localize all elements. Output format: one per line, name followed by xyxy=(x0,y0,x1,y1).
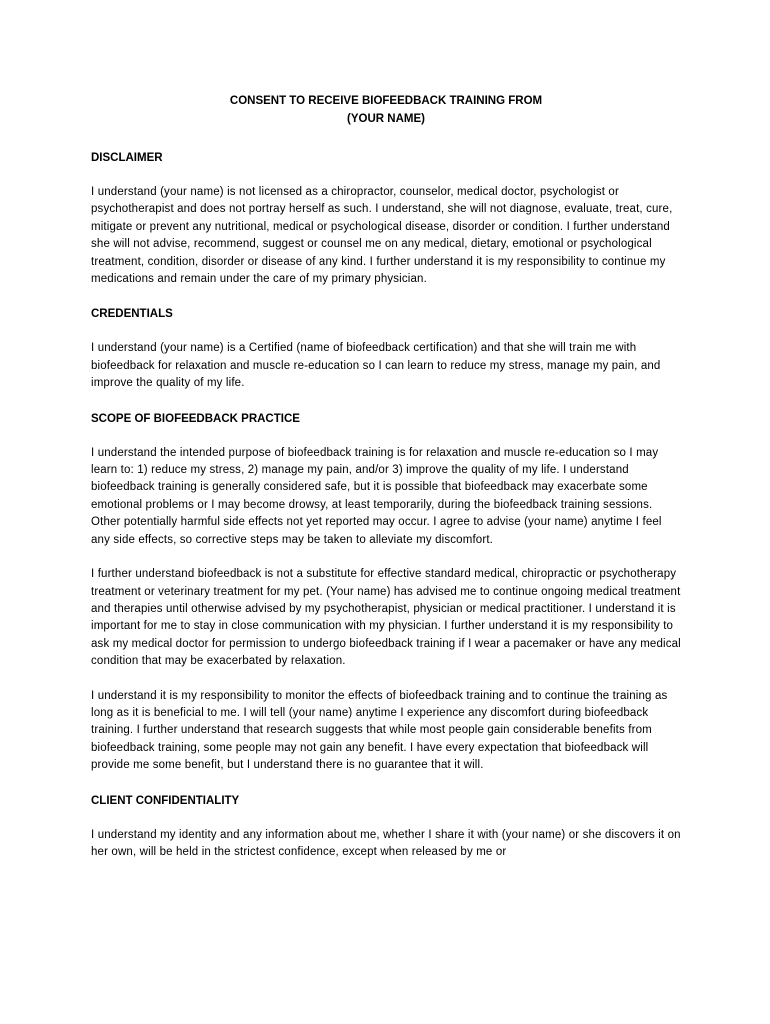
disclaimer-paragraph: I understand (your name) is not licensed as a chiropractor, counselor, medical doctor, psychologist or psychotherapist and does not portray herself as such. I understand, she will not diagnose, evaluate, treat, cure, mitigate or prevent any nutritional, medical or psychological disease, disorder or condition. I further understand she will not advise, recommend, suggest or counsel me on any medical, dietary, emotional or psychological treatment, condition, disorder or disease of any kind. I further understand it is my responsibility to continue my medications and remain under the care of my primary physician. xyxy=(91,186,673,286)
credentials-paragraph: I understand (your name) is a Certified (name of biofeedback certification) and that she will train me with biofeedback for relaxation and muscle re-education so I can learn to reduce my stress, manage my pain, and improve the quality of my life. xyxy=(91,342,661,390)
section-heading-credentials: CREDENTIALS xyxy=(91,308,173,321)
scope-paragraph-2: I further understand biofeedback is not a substitute for effective standard medical, chiropractic or psychotherapy treatment or veterinary treatment for my pet. (Your name) has advised me to continue ongoing medical treatment and therapies until otherwise advised by my psychotherapist, physician or medical practitioner. I understand it is important for me to stay in close communication with my physician. I further understand it is my responsibility to ask my medical doctor for permission to undergo biofeedback training if I wear a pacemaker or have any medical condition that may be exacerbated by relaxation. xyxy=(91,568,681,668)
scope-paragraph-3: I understand it is my responsibility to monitor the effects of biofeedback training and to continue the training as long as it is beneficial to me. I will tell (your name) anytime I experience any discomfort during biofeedback training. I further understand that research suggests that while most people gain considerable benefits from biofeedback training, some people may not gain any benefit. I have every expectation that biofeedback will provide me some benefit, but I understand there is no guarantee that it will. xyxy=(91,689,668,772)
confidentiality-paragraph: I understand my identity and any information about me, whether I share it with (your name) or she discovers it on her own, will be held in the strictest confidence, except when released by me or xyxy=(91,828,681,858)
section-heading-client-confidentiality: CLIENT CONFIDENTIALITY xyxy=(91,794,240,807)
section-heading-disclaimer: DISCLAIMER xyxy=(91,152,163,164)
document-body xyxy=(91,92,681,861)
section-heading-scope: SCOPE OF BIOFEEDBACK PRACTICE xyxy=(91,412,300,425)
scope-paragraph-1: I understand the intended purpose of biofeedback training is for relaxation and muscle re-education so I may learn to: 1) reduce my stress, 2) manage my pain, and/or 3) improve the quality of my life. I understand biofeedback training is generally considered safe, but it is possible that biofeedback may exacerbate some emotional problems or I may become drowsy, at least temporarily, during the biofeedback training sessions. Other potentially harmful side effects not yet reported may occur. I agree to advise (your name) anytime I feel any side effects, so corrective steps may be taken to alleviate my discomfort. xyxy=(91,446,662,546)
document-title-line-1: CONSENT TO RECEIVE BIOFEEDBACK TRAINING FROM xyxy=(229,95,543,107)
document-title-line-2: (YOUR NAME) xyxy=(347,113,425,125)
